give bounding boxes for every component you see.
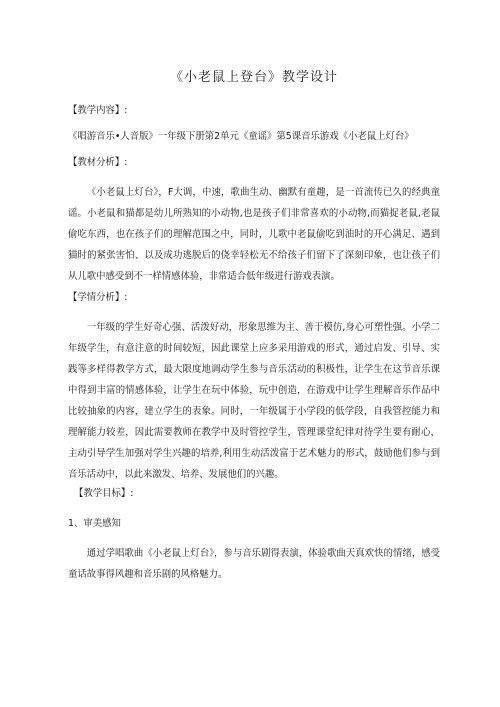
document-title: 《小老鼠上登台》教学设计 (169, 70, 338, 85)
section-heading-goal: 【教学目标】: (74, 488, 134, 499)
goal-aesthetic-paragraph: 通过学唱歌曲《小老鼠上灯台》，参与音乐剧得表演，体验歌曲天真欢快的情绪，感受童话故事得风趣和音乐剧的风格魅力。 (68, 548, 440, 580)
learner-paragraph: 一年级的学生好奇心强、活泼好动，形象思维为主、善于模仿,身心可塑性强。小学二年级学生，有意注意的时间较短，因此课堂上应多采用游戏的形式，通过启发、引导、实践等多样得教学方式，最大限度地调动学生参与音乐活动的积极性，让学生在这节音乐课中得到丰富的情感体验，让学生在玩中体验，玩中创造，在游戏中让学生理解音乐作品中比较抽象的内容，建立学生的表象。同时，一年级属于小学段的低学段，自我管控能力和理解能力较差，因此需要教师在教学中及时管控学生，管理课堂纪律对待学生要有耐心，主动引导学生加强对学生兴趣的培养,利用生动活泼富于艺术魅力的形式，鼓励他们参与到音乐活动中，以此来激发、培养、发展他们的兴趣。 (68, 322, 440, 480)
content-text: 《唱游音乐•人音版》一年级下册第2单元《童谣》第5课音乐游戏《小老鼠上灯台》 (68, 131, 414, 142)
section-heading-content: 【教学内容】: (68, 105, 128, 116)
section-heading-material: 【教材分析】: (68, 157, 128, 168)
section-heading-learner: 【学情分析】: (68, 292, 128, 303)
material-paragraph: 《小老鼠上灯台》，F大调，中速，歌曲生动、幽默有童趣，是一首流传已久的经典童谣。小老鼠和猫都是幼儿所熟知的小动物,也是孩子们非常喜欢的小动物,而猫捉老鼠,老鼠偷吃东西，也在孩子们的理解范围之中，同时，儿歌中老鼠偷吃到油时的开心满足、遇到猫时的紧张害怕、以及成功逃脱后的侥幸轻松无不给孩子们留下了深刻印象，也让孩子们从儿歌中感受到不一样情感体验，非常适合低年级进行游戏表演。 (68, 187, 440, 282)
goal-item-aesthetic: 1、审美感知 (68, 518, 121, 529)
